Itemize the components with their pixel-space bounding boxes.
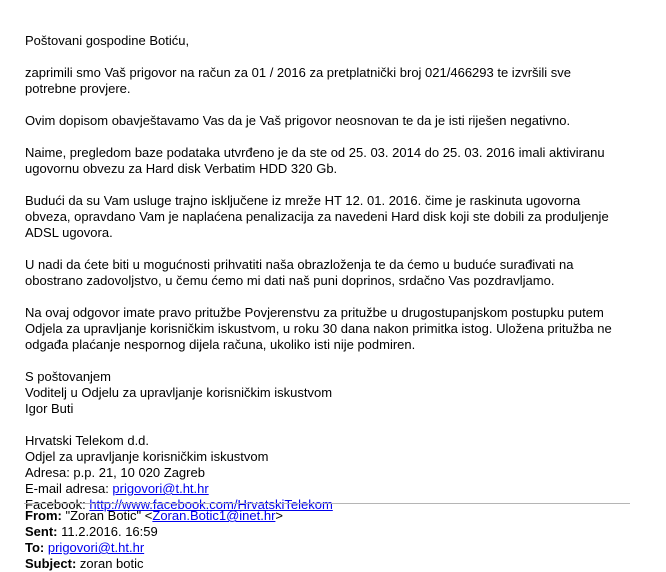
company-name: Hrvatski Telekom d.d. bbox=[25, 433, 150, 448]
paragraph-decision: Ovim dopisom obavještavamo Vas da je Vaš prigovor neosnovan te da je isti riješen negativno. bbox=[25, 113, 571, 128]
signature-block bbox=[25, 369, 645, 417]
email-link[interactable]: prigovori@t.ht.hr bbox=[112, 481, 209, 496]
from-email-link[interactable]: Zoran.Botic1@inet.hr bbox=[152, 508, 276, 523]
to-email-link[interactable]: prigovori@t.ht.hr bbox=[47, 540, 145, 555]
paragraph-regards: U nadi da ćete biti u mogućnosti prihvatiti naša obrazloženja te da ćemo u buduće surađivati na obostrano zadovoljstvo, u čemu ćemo mi dati naš puni doprinos, srdačno Vas pozdravljamo. bbox=[25, 257, 574, 288]
header-divider bbox=[24, 503, 630, 504]
signer-role: Voditelj u Odjelu za upravljanje korisničkim iskustvom bbox=[25, 385, 333, 400]
paragraph-penalty: Budući da su Vam usluge trajno isključene iz mreže HT 12. 01. 2016. čime je raskinuta ugovorna obveza, opravdano Vam je naplaćena penalizacija za navedeni Hard disk koji ste dobili za produljenje ADSL ugovora. bbox=[25, 193, 609, 240]
greeting: Poštovani gospodine Botiću, bbox=[25, 33, 190, 48]
company-contact bbox=[25, 433, 645, 513]
to-line: To: prigovori@t.ht.hr bbox=[25, 540, 145, 555]
facebook-line: Facebook: http://www.facebook.com/HrvatskiTelekom bbox=[25, 497, 333, 512]
paragraph-appeal-rights: Na ovaj odgovor imate pravo pritužbe Povjerenstvu za pritužbe u drugostupanjskom postupku putem Odjela za upravljanje korisničkim iskustvom, u roku 30 dana nakon primitka istog. Uložena pritužba ne odgađa plaćanje nespornog dijela računa, ukoliko isti nije podmiren. bbox=[25, 305, 612, 352]
email-header bbox=[25, 508, 645, 572]
sent-line: Sent: 11.2.2016. 16:59 bbox=[25, 524, 158, 539]
paragraph-complaint-received: zaprimili smo Vaš prigovor na račun za 01 / 2016 za pretplatnički broj 021/466293 te izvršili sve potrebne provjere. bbox=[25, 65, 572, 96]
subject-line: Subject: zoran botic bbox=[25, 556, 144, 571]
email-line: E-mail adresa: prigovori@t.ht.hr bbox=[25, 481, 209, 496]
facebook-link[interactable]: http://www.facebook.com/HrvatskiTelekom bbox=[89, 497, 333, 512]
letter-body bbox=[25, 33, 645, 513]
from-line: From: "Zoran Botic" <Zoran.Botic1@inet.hr> bbox=[25, 508, 283, 523]
paragraph-contract-obligation: Naime, pregledom baze podataka utvrđeno je da ste od 25. 03. 2014 do 25. 03. 2016 imali aktiviranu ugovornu obvezu za Hard disk Verbatim HDD 320 Gb. bbox=[25, 145, 605, 176]
company-address: Adresa: p.p. 21, 10 020 Zagreb bbox=[25, 465, 205, 480]
signer-name: Igor Buti bbox=[25, 401, 74, 416]
department-name: Odjel za upravljanje korisničkim iskustvom bbox=[25, 449, 269, 464]
closing: S poštovanjem bbox=[25, 369, 111, 384]
